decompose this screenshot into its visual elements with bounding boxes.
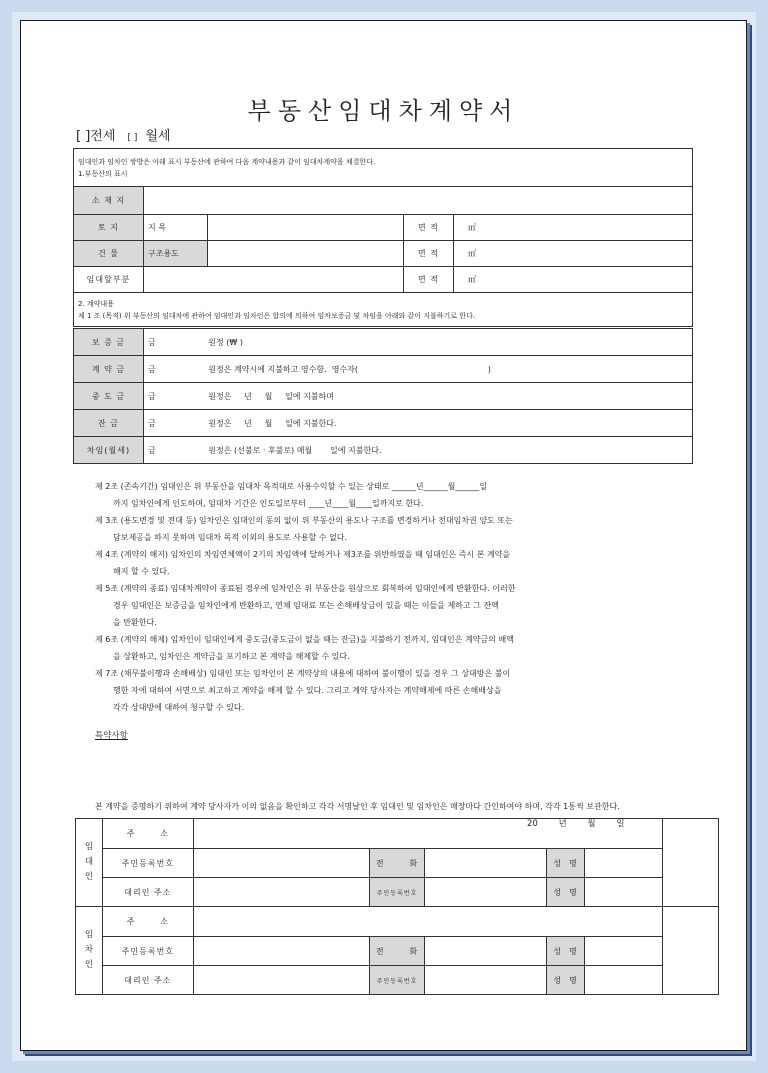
party-value-field[interactable]	[425, 878, 547, 907]
party-address-field[interactable]	[193, 907, 662, 937]
land-category-label: 지 목	[144, 215, 208, 241]
seal-box[interactable]	[663, 907, 719, 995]
payment-table	[73, 328, 693, 464]
side-char: 인	[84, 872, 94, 882]
name-field[interactable]	[584, 937, 663, 966]
jeonse-checkbox[interactable]: [ ]전세	[76, 129, 116, 144]
article-continuation: 까지 임차인에게 인도하며, 임대차 기간은 인도일로부터 ____년____월____일까지로 한다.	[113, 499, 424, 508]
location-field[interactable]	[144, 187, 693, 215]
side-char: 인	[84, 960, 94, 970]
article-head: 제 2조 (존속기간) 임대인은 위 부동산을 임대차 목적대로 사용수익할 수 있는 상태로 ______년______월______일	[95, 482, 488, 491]
lease-type-selector	[76, 125, 179, 144]
party-value-field[interactable]	[193, 849, 369, 878]
building-area-unit[interactable]: ㎡	[454, 241, 693, 267]
article-continuation: 각각 상대방에 대하여 청구할 수 있다.	[113, 703, 245, 712]
intro-text: 임대인과 임차인 쌍방은 아래 표시 부동산에 관하여 다음 계약내용과 같이 임대차계약을 체결한다.	[78, 157, 376, 166]
article-continuation: 담보제공을 하지 못하며 임대차 목적 이외의 용도로 사용할 수 없다.	[113, 533, 348, 542]
landlord-label	[76, 819, 103, 907]
party-field-label: 대리인 주소	[102, 966, 193, 995]
party-value-field[interactable]	[193, 966, 369, 995]
balance-label: 잔 금	[74, 410, 144, 437]
name-label: 성 명	[547, 937, 584, 966]
party-value-field[interactable]	[193, 937, 369, 966]
name-label: 성 명	[547, 878, 584, 907]
land-area-unit[interactable]: ㎡	[454, 215, 693, 241]
party-value-field[interactable]	[425, 937, 547, 966]
deposit-label: 보 증 금	[74, 329, 144, 356]
interim-payment-label: 중 도 금	[74, 383, 144, 410]
building-structure-label: 구조용도	[144, 241, 208, 267]
name-field[interactable]	[584, 878, 663, 907]
location-label: 소 재 지	[74, 187, 144, 215]
land-area-label: 면 적	[404, 215, 454, 241]
party-value-field[interactable]	[425, 849, 547, 878]
deposit-field[interactable]: 금 원정 (₩ )	[144, 329, 693, 356]
name-field[interactable]	[584, 966, 663, 995]
monthly-rent-field[interactable]: 금 원정은 (선불로 · 후불로) 매월 일에 지불한다.	[144, 437, 693, 464]
article-6	[95, 631, 731, 665]
side-char: 임	[84, 842, 94, 852]
special-terms-heading: 특약사항	[95, 731, 128, 741]
article-7	[95, 665, 731, 716]
down-payment-field[interactable]: 금 원정은 계약시에 지불하고 영수함. 영수자( )	[144, 356, 693, 383]
article-continuation: 해지 할 수 있다.	[113, 567, 170, 576]
lease-part-label: 임대할부분	[74, 267, 144, 293]
side-char: 차	[84, 945, 94, 955]
article-head: 제 5조 (계약의 종료) 임대차계약이 종료된 경우에 임차인은 위 부동산을 원상으로 회복하여 임대인에게 반환한다. 이러한	[95, 584, 516, 593]
section1-heading: 1.부동산의 표시	[78, 169, 128, 178]
party-field-label: 주 소	[102, 907, 193, 937]
party-value-field[interactable]	[425, 966, 547, 995]
property-table	[73, 148, 693, 327]
article1-text: 제 1 조 (목적) 위 부동산의 임대차에 관하여 임대인과 임차인은 합의에 의하여 임차보증금 및 차임을 아래와 같이 지불하기로 한다.	[78, 311, 476, 320]
land-label: 토 지	[74, 215, 144, 241]
down-payment-label: 계 약 금	[74, 356, 144, 383]
contract-date: 20 년 월 일	[527, 819, 625, 829]
seal-box[interactable]	[663, 819, 719, 907]
building-label: 건 물	[74, 241, 144, 267]
name-field[interactable]	[584, 849, 663, 878]
interim-payment-field[interactable]: 금 원정은 년 월 일에 지불하며	[144, 383, 693, 410]
side-char: 임	[84, 930, 94, 940]
article-head: 제 6조 (계약의 해제) 임차인이 임대인에게 중도금(중도금이 없을 때는 잔금)을 지불하기 전까지, 임대인은 계약금의 배액	[95, 635, 514, 644]
party-mid-label: 주민등록번호	[369, 878, 425, 907]
wolse-label: 월세	[145, 129, 171, 144]
article-continuation: 을 상환하고, 임차인은 계약금을 포기하고 본 계약을 해제할 수 있다.	[113, 652, 350, 661]
intro-cell	[74, 149, 693, 187]
article-continuation: 행한 자에 대하여 서면으로 최고하고 계약을 해제 할 수 있다. 그리고 계약 당사자는 계약해제에 따른 손해배상을	[113, 686, 502, 695]
article-continuation: 을 반환한다.	[113, 618, 157, 627]
article-2	[95, 478, 731, 512]
party-mid-label: 전 화	[369, 937, 425, 966]
party-mid-label: 전 화	[369, 849, 425, 878]
article-head: 제 3조 (용도변경 및 전대 등) 임차인은 임대인의 동의 없이 위 부동산의 용도나 구조를 변경하거나 전대임차권 양도 또는	[95, 516, 513, 525]
article-4	[95, 546, 731, 580]
party-field-label: 주민등록번호	[102, 937, 193, 966]
article-head: 제 7조 (채무불이행과 손해배상) 임대인 또는 임차인이 본 계약상의 내용에 대하여 불이행이 있을 경우 그 상대방은 불이	[95, 669, 511, 678]
side-char: 대	[84, 857, 94, 867]
contract-articles	[95, 478, 731, 716]
lease-part-area-label: 면 적	[404, 267, 454, 293]
article-5	[95, 580, 731, 631]
party-field-label: 주민등록번호	[102, 849, 193, 878]
document-title: 부동산임대차계약서	[247, 97, 520, 125]
monthly-rent-label: 차임(월세)	[74, 437, 144, 464]
party-field-label: 주 소	[102, 819, 193, 849]
party-address-field[interactable]	[193, 819, 662, 849]
parties-table	[75, 818, 719, 995]
lease-part-area-unit[interactable]: ㎡	[454, 267, 693, 293]
document-page	[20, 20, 747, 1051]
balance-field[interactable]: 금 원정은 년 월 일에 지불한다.	[144, 410, 693, 437]
tenant-label	[76, 907, 103, 995]
contract-terms-cell	[74, 293, 693, 327]
party-field-label: 대리인 주소	[102, 878, 193, 907]
article-continuation: 경우 임대인은 보증금을 임차인에게 반환하고, 연체 임대료 또는 손해배상금이 있을 때는 이들을 제하고 그 잔액	[113, 601, 499, 610]
section2-heading: 2. 계약내용	[78, 299, 114, 308]
name-label: 성 명	[547, 849, 584, 878]
lease-part-field[interactable]	[144, 267, 404, 293]
article-head: 제 4조 (계약의 해지) 임차인의 차임연체액이 2기의 차임액에 달하거나 제3조를 위반하였을 때 임대인은 즉시 본 계약을	[95, 550, 511, 559]
article-3	[95, 512, 731, 546]
party-value-field[interactable]	[193, 878, 369, 907]
land-category-field[interactable]	[208, 215, 404, 241]
wolse-checkbox[interactable]: [ ]	[127, 133, 138, 143]
party-mid-label: 주민등록번호	[369, 966, 425, 995]
building-area-label: 면 적	[404, 241, 454, 267]
name-label: 성 명	[547, 966, 584, 995]
closing-statement: 본 계약을 증명하기 위하여 계약 당사자가 이의 없음을 확인하고 각각 서명날인 후 임대인 및 임차인은 매장마다 간인하여야 하며, 각각 1통씩 보관한다.	[95, 802, 620, 811]
building-structure-field[interactable]	[208, 241, 404, 267]
